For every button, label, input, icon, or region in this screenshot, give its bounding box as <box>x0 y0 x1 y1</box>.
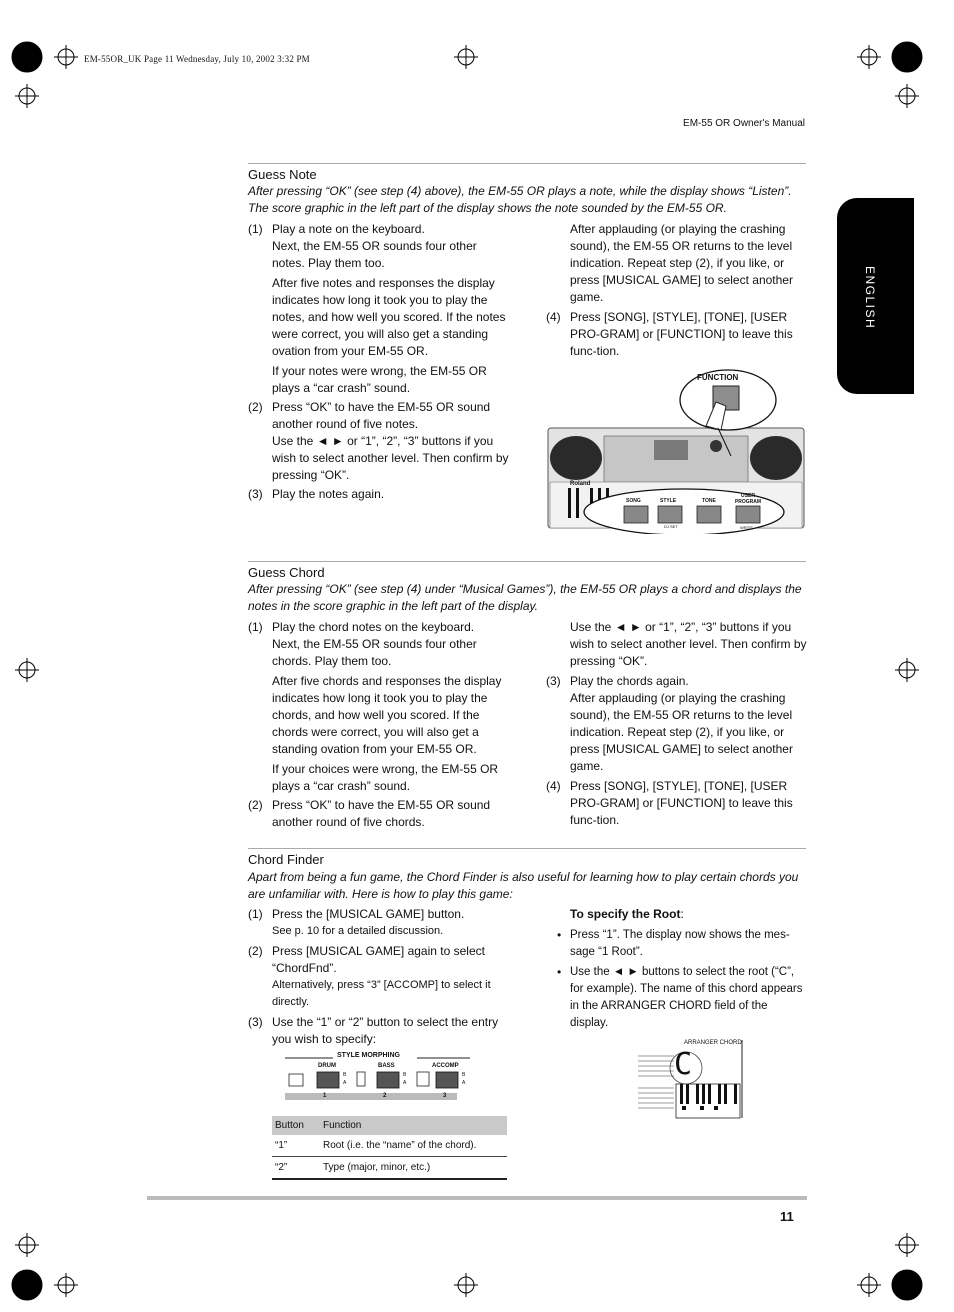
dj-set-label: DJ SET <box>664 524 678 529</box>
function-button-label: FUNCTION <box>697 373 739 382</box>
table-header-row <box>272 1116 507 1135</box>
language-tab-label: ENGLISH <box>863 266 877 330</box>
song-button-label: SONG <box>626 498 641 504</box>
section-divider <box>248 848 806 849</box>
step: (4) Press [SONG], [STYLE], [TONE], [USER PRO-GRAM] or [FUNCTION] to leave this func-tion. <box>546 310 793 358</box>
page-number: 11 <box>780 1209 794 1224</box>
chord-finder-left-column <box>248 906 510 1048</box>
step: (3) Use the “1” or “2” button to select the entry you wish to specify: <box>248 1015 499 1046</box>
step: (4) Press [SONG], [STYLE], [TONE], [USER PRO-GRAM] or [FUNCTION] to leave this func-tion. <box>546 779 793 827</box>
root-heading: To specify the Root <box>570 907 681 921</box>
section-title-chord-finder: Chord Finder <box>248 852 324 867</box>
guess-chord-left-column <box>248 619 510 831</box>
style-button-label: STYLE <box>660 498 677 504</box>
step: (3) Play the notes again. <box>248 487 385 501</box>
chord-finder-right-column: To specify the Root: • Press “1”. The display now shows the mes-sage “1 Root”. • Use the ◄ ► buttons to select the root (“C”, for example). The name of this chord appears in the ARRANGER CHORD field of the display. <box>570 906 806 1032</box>
brand-label: Roland <box>570 481 591 487</box>
table-row: “2” Type (major, minor, etc.) <box>272 1157 507 1180</box>
list-item: • Use the ◄ ► buttons to select the root (“C”, for example). The name of this chord appears in the ARRANGER CHORD field of the display. <box>557 965 803 1029</box>
bass-label: BASS <box>378 1063 395 1069</box>
step: (1) Play a note on the keyboard. Next, the EM-55 OR sounds four other notes. Play them too. After five notes and responses the display indicates how long it took you to play the notes, and how well you scored. If the notes were correct, you will also get a standing ovation from your EM-55 OR. If your notes were wrong, the EM-55 OR plays a “car crash” sound. <box>248 222 506 395</box>
tone-button-label: TONE <box>702 498 716 504</box>
manual-title: EM-55 OR Owner's Manual <box>683 118 805 129</box>
chord-name-display: C <box>674 1047 693 1082</box>
guess-note-right-column: After applauding (or playing the crashing sound), the EM-55 OR returns to the level indication. Repeat step (2), if you like, or press [MUSICAL GAME] to select another game. (4) Press [SONG], [STYLE], [TONE], [USER PRO-GRAM] or [FUNCTION] to leave this func-tion. <box>546 221 808 360</box>
arranger-chord-label: ARRANGER CHORD <box>684 1040 742 1046</box>
guess-note-left-column <box>248 221 510 503</box>
table-header: Button <box>272 1116 320 1135</box>
style-morphing-title: STYLE MORPHING <box>337 1052 401 1059</box>
step: (2) Press [MUSICAL GAME] again to select “ChordFnd”. Alternatively, press “3” [ACCOMP] to select it directly. <box>248 944 491 1008</box>
step: (2) Press “OK” to have the EM-55 OR sound another round of five chords. <box>248 798 491 829</box>
section-intro: Apart from being a fun game, the Chord Finder is also useful for learning how to play certain chords you are unfamiliar with. Here is how to play this game: <box>248 870 799 901</box>
table-header: Function <box>320 1116 507 1135</box>
guess-chord-right-column: Use the ◄ ► or “1”, “2”, “3” buttons if you wish to select another level. Then confirm by pressing “OK”. (3) Play the chords again. After applauding (or playing the crashing sound), the EM-55 OR returns to the level indication. Repeat step (2), if you like, or press [MUSICAL GAME] to select another game. (4) Press [SONG], [STYLE], [TONE], [USER PRO-GRAM] or [FUNCTION] to leave this func-tion. <box>546 620 807 827</box>
drum-label: DRUM <box>318 1063 336 1069</box>
table-row: “1” Root (i.e. the “name” of the chord). <box>272 1135 507 1157</box>
accomp-label: ACCOMP <box>432 1063 459 1069</box>
keyboard-panel-illustration <box>546 362 806 534</box>
section-intro: After pressing “OK” (see step (4) above), the EM-55 OR plays a note, while the display shows “Listen”. The score graphic in the left part of the display shows the note sounded by the EM-55 OR. <box>248 184 792 215</box>
arranger-chord-display <box>634 1038 748 1120</box>
style-morphing-panel: STYLE MORPHING DRUM BASS ACCOMP B A B A B A 1 2 3 <box>285 1052 470 1102</box>
list-item: • Press “1”. The display now shows the mes-sage “1 Root”. <box>557 928 790 958</box>
section-divider <box>248 163 806 164</box>
language-tab <box>837 198 914 394</box>
section-intro: After pressing “OK” (see step (4) under “Musical Games”), the EM-55 OR plays a chord and displays the notes in the score graphic in the left part of the display. <box>248 582 802 613</box>
section-title-guess-chord: Guess Chord <box>248 565 325 580</box>
footer-rule <box>147 1196 807 1200</box>
user-program-button-label: USER PROGRAM <box>734 493 762 505</box>
write-label: WRITE <box>740 525 753 530</box>
step: (1) Play the chord notes on the keyboard. Next, the EM-55 OR sounds four other chords. Play them too. After five chords and responses the display indicates how long it took you to play the chords, and how well you scored. If the chords were correct, you will also get a standing ovation from your EM-55 OR. If your choices were wrong, the EM-55 OR plays a “car crash” sound. <box>248 620 502 793</box>
step: (2) Press “OK” to have the EM-55 OR sound another round of five notes. Use the ◄ ► or “1”, “2”, “3” buttons if you wish to select another level. Then confirm by pressing “OK”. <box>248 400 509 482</box>
section-title-guess-note: Guess Note <box>248 167 317 182</box>
button-function-table <box>272 1116 507 1180</box>
print-header: EM-55OR_UK Page 11 Wednesday, July 10, 2002 3:32 PM <box>84 54 310 64</box>
section-divider <box>248 561 806 562</box>
step: (1) Press the [MUSICAL GAME] button. See p. 10 for a detailed discussion. <box>248 907 465 937</box>
step: (3) Play the chords again. After applauding (or playing the crashing sound), the EM-55 OR returns to the level indication. Repeat step (2), if you like, or press [MUSICAL GAME] to select another game. <box>546 674 793 773</box>
